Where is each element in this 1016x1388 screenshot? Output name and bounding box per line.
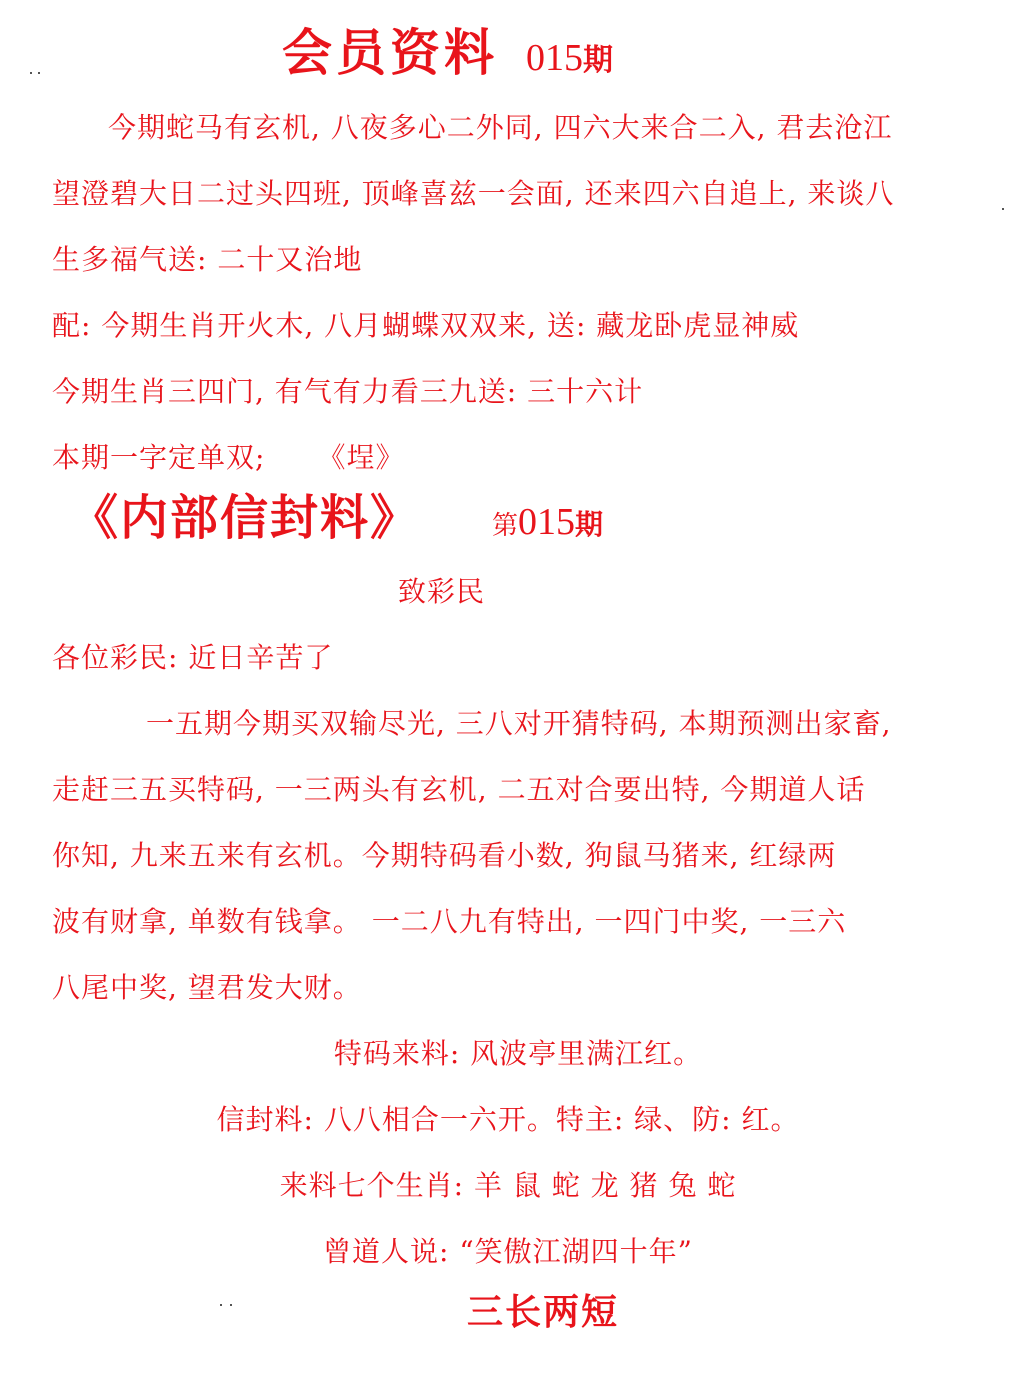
paragraph-line-4: 波有财拿, 单数有钱拿。 一二八九有特出, 一四门中奖, 一三六 — [52, 905, 847, 938]
issue-suffix: 期 — [583, 43, 613, 78]
internal-envelope-heading: 《内部信封料》 — [70, 490, 421, 546]
section2-issue-number: 015 — [518, 501, 576, 543]
issue-number: 015 — [526, 37, 583, 79]
member-info-title — [282, 22, 613, 84]
internal-envelope-title — [70, 488, 603, 548]
paragraph-line-2: 走赶三五买特码, 一三两头有玄机, 二五对合要出特, 今期道人话 — [52, 773, 866, 806]
single-double-line — [52, 440, 404, 476]
poem-line-3: 生多福气送: 二十又治地 — [52, 243, 363, 276]
poem-line-4: 配: 今期生肖开火木, 八月蝴蝶双双来, 送: 藏龙卧虎显神威 — [52, 309, 800, 342]
final-line: 三长两短 — [466, 1291, 619, 1333]
greeting: 各位彩民: 近日辛苦了 — [52, 641, 334, 674]
scan-speck — [220, 1304, 222, 1306]
paragraph-line-1: 一五期今期买双输尽光, 三八对开猜特码, 本期预测出家畜, — [146, 707, 892, 740]
member-info-heading: 会员资料 — [282, 24, 498, 82]
special-code-line: 特码来料: 风波亭里满江红。 — [333, 1037, 703, 1070]
poem-line-2: 望澄碧大日二过头四班, 顶峰喜兹一会面, 还来四六自追上, 来谈八 — [52, 177, 895, 210]
issue-prefix: 第 — [492, 511, 519, 540]
scan-speck — [38, 72, 40, 74]
zodiac-line: 来料七个生肖: 羊 鼠 蛇 龙 猪 兔 蛇 — [279, 1169, 737, 1202]
scan-speck — [30, 72, 32, 74]
envelope-line: 信封料: 八八相合一六开。特主: 绿、防: 红。 — [216, 1103, 800, 1136]
single-double-value: 《埕》 — [317, 441, 405, 474]
scan-speck — [1002, 208, 1004, 210]
poem-line-1: 今期蛇马有玄机, 八夜多心二外同, 四六大来合二入, 君去沧江 — [108, 111, 893, 144]
paragraph-line-5: 八尾中奖, 望君发大财。 — [52, 971, 362, 1004]
poem-line-5: 今期生肖三四门, 有气有力看三九送: 三十六计 — [52, 375, 644, 408]
saying-line: 曾道人说: “笑傲江湖四十年” — [323, 1235, 693, 1268]
greeting-title: 致彩民 — [398, 575, 486, 608]
scan-speck — [230, 1304, 232, 1306]
section2-issue-suffix: 期 — [575, 510, 604, 541]
paragraph-line-3: 你知, 九来五来有玄机。今期特码看小数, 狗鼠马猪来, 红绿两 — [52, 839, 837, 872]
single-double-label: 本期一字定单双; — [52, 441, 266, 474]
